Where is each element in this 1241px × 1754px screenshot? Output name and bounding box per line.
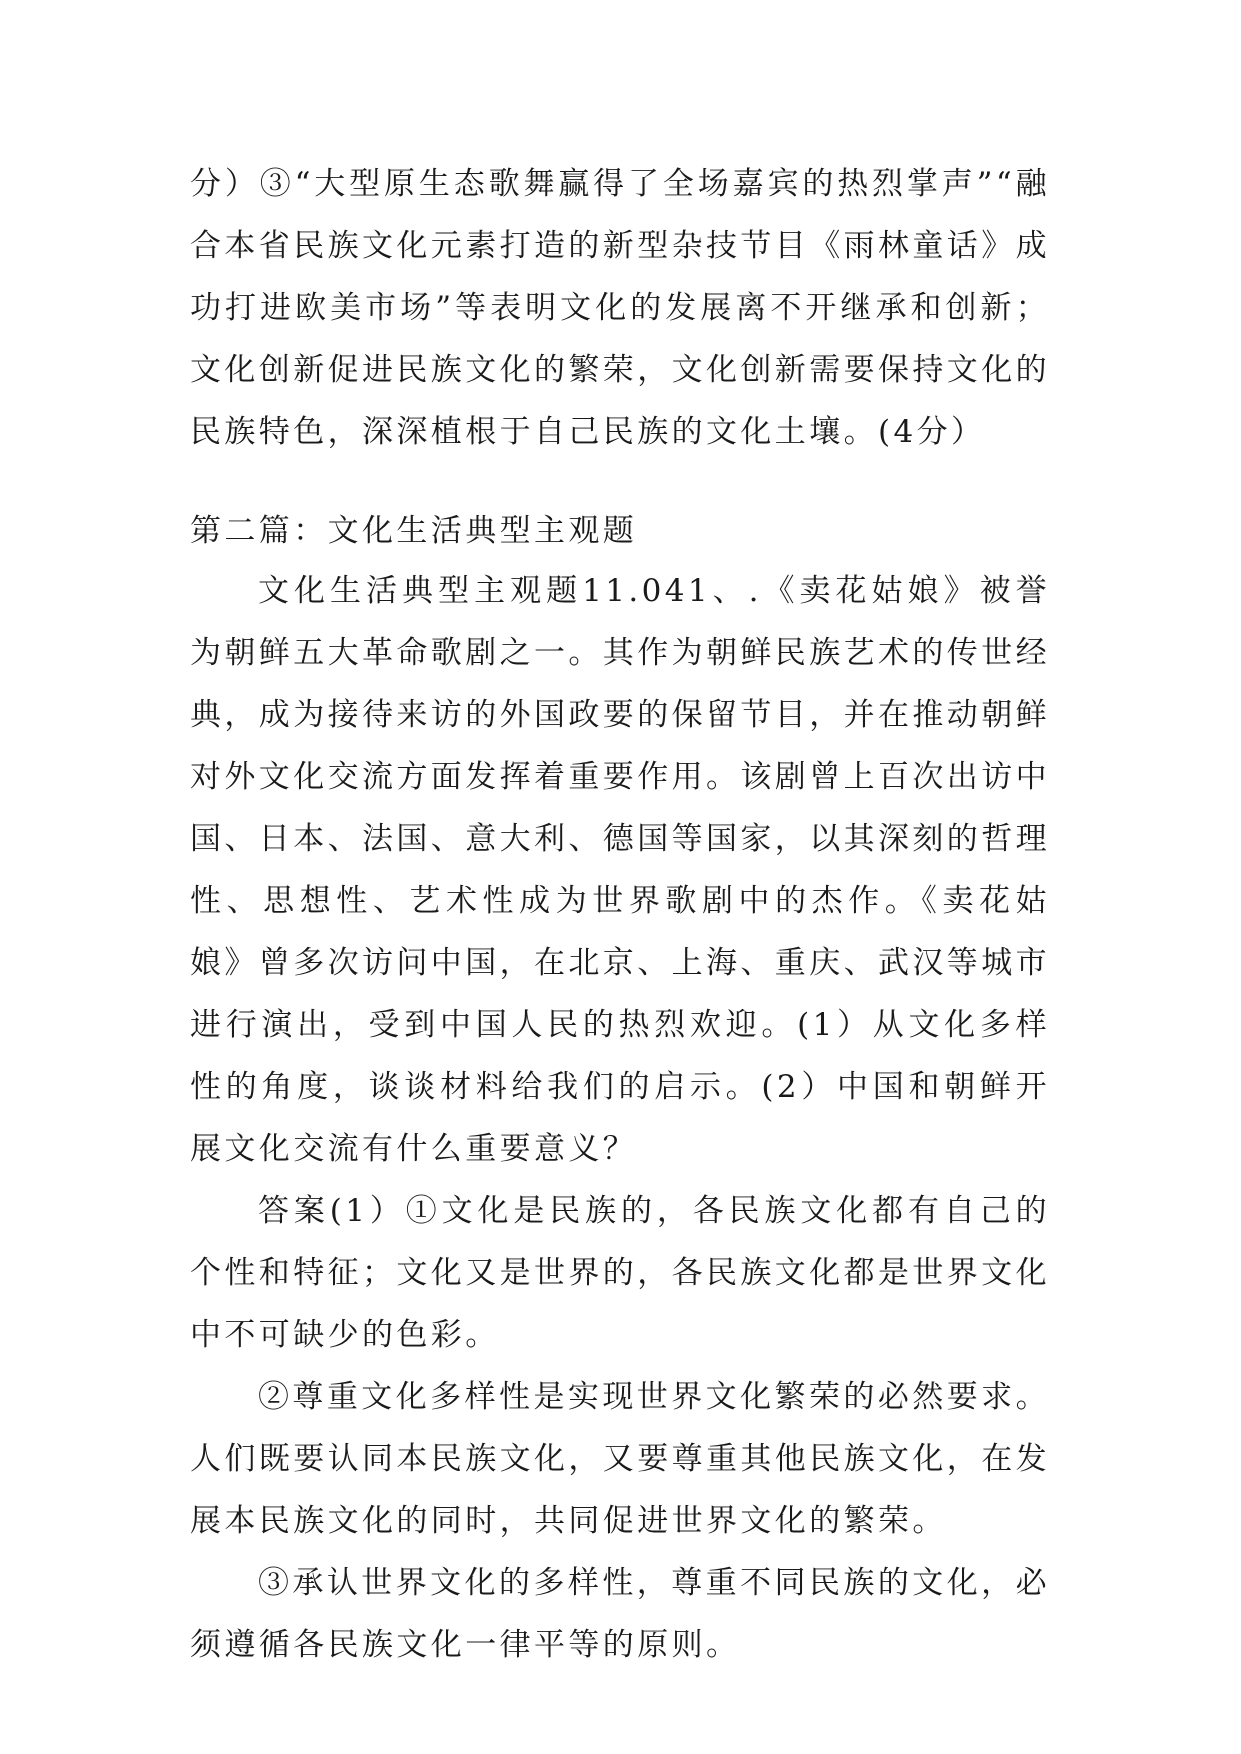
section-title-block [190, 500, 1050, 562]
section-title: 第二篇：文化生活典型主观题 [190, 513, 638, 549]
question-paragraph: 文化生活典型主观题11.041、.《卖花姑娘》被誉为朝鲜五大革命歌剧之一。其作为朝鲜民族艺术的传世经典，成为接待来访的外国政要的保留节目，并在推动朝鲜对外文化交流方面发挥着重要作用。该剧曾上百次出访中国、日本、法国、意大利、德国等国家，以其深刻的哲理性、思想性、艺术性成为世界歌剧中的杰作。《卖花姑娘》曾多次访问中国，在北京、上海、重庆、武汉等城市进行演出，受到中国人民的热烈欢迎。(1）从文化多样性的角度，谈谈材料给我们的启示。(2）中国和朝鲜开展文化交流有什么重要意义？ [190, 573, 1050, 1167]
continuation-block [190, 153, 1050, 463]
answer-paragraph-2: ②尊重文化多样性是实现世界文化繁荣的必然要求。人们既要认同本民族文化，又要尊重其他民族文化，在发展本民族文化的同时，共同促进世界文化的繁荣。 [190, 1379, 1050, 1539]
section-body [190, 560, 1050, 1676]
answer-paragraph-3: ③承认世界文化的多样性，尊重不同民族的文化，必须遵循各民族文化一律平等的原则。 [190, 1565, 1050, 1663]
answer-paragraph-1: 答案(1）①文化是民族的，各民族文化都有自己的个性和特征；文化又是世界的，各民族文化都是世界文化中不可缺少的色彩。 [190, 1193, 1050, 1353]
continuation-paragraph: 分）③“大型原生态歌舞赢得了全场嘉宾的热烈掌声”“融合本省民族文化元素打造的新型杂技节目《雨林童话》成功打进欧美市场”等表明文化的发展离不开继承和创新；文化创新促进民族文化的繁荣，文化创新需要保持文化的民族特色，深深植根于自己民族的文化土壤。(4分） [190, 166, 1050, 450]
